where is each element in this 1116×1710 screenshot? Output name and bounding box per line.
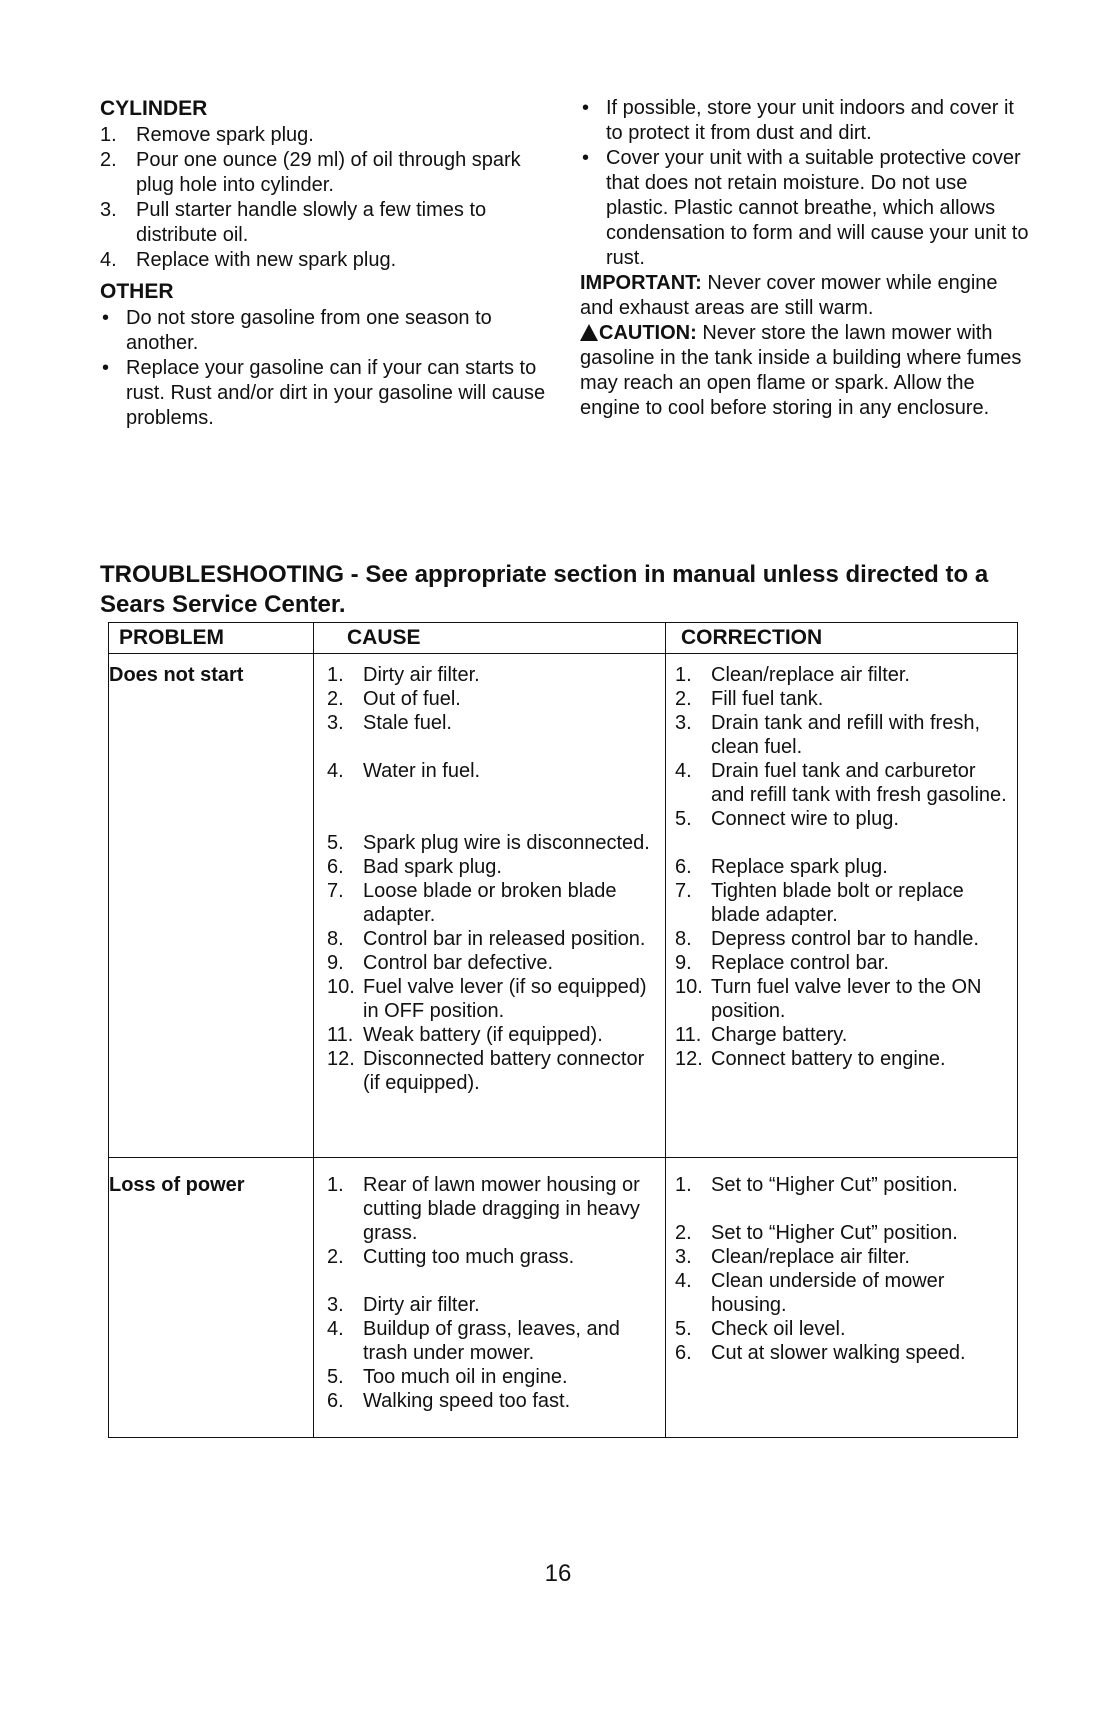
item-number: 3. bbox=[327, 712, 344, 734]
other-bullets-right bbox=[580, 96, 1030, 271]
list-item bbox=[580, 146, 1030, 271]
list-item bbox=[100, 306, 560, 356]
item-text: Check oil level. bbox=[711, 1318, 846, 1340]
item-text: Cutting too much grass. bbox=[363, 1246, 575, 1268]
list-item bbox=[100, 248, 560, 273]
item-number: 9. bbox=[327, 952, 344, 974]
cylinder-steps bbox=[100, 123, 560, 273]
step-number: 2. bbox=[100, 149, 117, 171]
item-number: 6. bbox=[675, 1342, 692, 1364]
item-text: Out of fuel. bbox=[363, 688, 461, 710]
cause-item bbox=[327, 711, 657, 735]
cause-item bbox=[327, 759, 657, 783]
item-text: Clean/replace air filter. bbox=[711, 664, 910, 686]
item-text: Clean underside of mower housing. bbox=[711, 1270, 945, 1316]
left-column bbox=[100, 96, 560, 431]
item-number: 4. bbox=[327, 760, 344, 782]
correction-item bbox=[675, 855, 1011, 879]
item-text: Connect battery to engine. bbox=[711, 1048, 946, 1070]
bullet-text: Replace your gasoline can if your can starts to rust. Rust and/or dirt in your gasoline will cause problems. bbox=[126, 357, 546, 429]
item-text: Set to “Higher Cut” position. bbox=[711, 1222, 958, 1244]
cause-item bbox=[327, 1389, 657, 1413]
item-number: 2. bbox=[327, 1246, 344, 1268]
item-number: 7. bbox=[327, 880, 344, 902]
cause-item bbox=[327, 1173, 657, 1245]
step-text: Remove spark plug. bbox=[136, 124, 314, 146]
spacer bbox=[327, 783, 657, 807]
item-number: 4. bbox=[675, 1270, 692, 1292]
correction-item bbox=[675, 1221, 1011, 1245]
item-text: Weak battery (if equipped). bbox=[363, 1024, 603, 1046]
header-divider bbox=[109, 653, 1017, 654]
item-text: Spark plug wire is disconnected. bbox=[363, 832, 650, 854]
cause-item bbox=[327, 879, 657, 927]
step-text: Pour one ounce (29 ml) of oil through spark plug hole into cylinder. bbox=[136, 149, 521, 196]
item-text: Walking speed too fast. bbox=[363, 1390, 571, 1412]
correction-item bbox=[675, 711, 1011, 759]
item-text: Control bar in released position. bbox=[363, 928, 646, 950]
item-number: 5. bbox=[327, 832, 344, 854]
cause-item bbox=[327, 663, 657, 687]
list-item bbox=[580, 96, 1030, 146]
cause-item bbox=[327, 1023, 657, 1047]
item-text: Replace spark plug. bbox=[711, 856, 888, 878]
list-item bbox=[100, 148, 560, 198]
correction-item bbox=[675, 1341, 1011, 1365]
important-text: Never cover mower while engine and exhaust areas are still warm. bbox=[580, 272, 998, 319]
cause-item bbox=[327, 831, 657, 855]
item-number: 6. bbox=[675, 856, 692, 878]
item-text: Bad spark plug. bbox=[363, 856, 502, 878]
correction-item bbox=[675, 1173, 1011, 1197]
important-note bbox=[580, 271, 1030, 321]
bullet-text: If possible, store your unit indoors and cover it to protect it from dust and dirt. bbox=[606, 97, 1014, 144]
item-number: 3. bbox=[675, 712, 692, 734]
item-text: Water in fuel. bbox=[363, 760, 481, 782]
bullet-icon: • bbox=[582, 147, 590, 169]
corrections-does-not-start bbox=[675, 663, 1011, 1071]
cause-item bbox=[327, 687, 657, 711]
item-number: 5. bbox=[675, 1318, 692, 1340]
cylinder-heading: CYLINDER bbox=[100, 97, 208, 120]
item-text: Depress control bar to handle. bbox=[711, 928, 979, 950]
causes-does-not-start bbox=[327, 663, 657, 1095]
item-text: Too much oil in engine. bbox=[363, 1366, 568, 1388]
correction-item bbox=[675, 975, 1011, 1023]
item-text: Clean/replace air filter. bbox=[711, 1246, 910, 1268]
item-text: Fuel valve lever (if so equipped) in OFF position. bbox=[363, 976, 647, 1022]
item-number: 3. bbox=[675, 1246, 692, 1268]
item-text: Dirty air filter. bbox=[363, 1294, 480, 1316]
causes-loss-of-power bbox=[327, 1173, 657, 1413]
item-number: 2. bbox=[327, 688, 344, 710]
spacer bbox=[327, 1269, 657, 1293]
cause-item bbox=[327, 1047, 657, 1095]
item-number: 2. bbox=[675, 1222, 692, 1244]
cause-item bbox=[327, 1293, 657, 1317]
correction-item bbox=[675, 687, 1011, 711]
item-text: Disconnected battery connector (if equipped). bbox=[363, 1048, 645, 1094]
bullet-icon: • bbox=[582, 97, 590, 119]
item-number: 7. bbox=[675, 880, 692, 902]
spacer bbox=[327, 735, 657, 759]
item-text: Set to “Higher Cut” position. bbox=[711, 1174, 958, 1196]
cause-item bbox=[327, 951, 657, 975]
cause-item bbox=[327, 855, 657, 879]
bullet-text: Cover your unit with a suitable protective cover that does not retain moisture. Do not use plastic. Plastic cannot breathe, which allows condensation to form and will cause your unit to rust. bbox=[606, 147, 1029, 269]
bullet-icon: • bbox=[102, 357, 110, 379]
important-label: IMPORTANT: bbox=[580, 272, 702, 294]
item-text: Control bar defective. bbox=[363, 952, 554, 974]
item-number: 1. bbox=[327, 1174, 344, 1196]
problem-loss-of-power: Loss of power bbox=[109, 1174, 245, 1196]
troubleshooting-title: TROUBLESHOOTING - See appropriate section in manual unless directed to a Sears Service Center. bbox=[100, 561, 989, 618]
caution-label: CAUTION: bbox=[599, 322, 697, 344]
list-item bbox=[100, 356, 560, 431]
step-number: 1. bbox=[100, 124, 117, 146]
correction-item bbox=[675, 759, 1011, 807]
item-number: 10. bbox=[327, 976, 355, 998]
item-text: Dirty air filter. bbox=[363, 664, 480, 686]
item-number: 6. bbox=[327, 856, 344, 878]
spacer bbox=[327, 807, 657, 831]
correction-item bbox=[675, 879, 1011, 927]
item-text: Drain fuel tank and carburetor and refill tank with fresh gasoline. bbox=[711, 760, 1007, 806]
item-number: 11. bbox=[327, 1024, 354, 1046]
cause-item bbox=[327, 1317, 657, 1365]
item-number: 5. bbox=[327, 1366, 344, 1388]
item-number: 4. bbox=[327, 1318, 344, 1340]
page-number: 16 bbox=[544, 1560, 572, 1587]
correction-item bbox=[675, 1023, 1011, 1047]
item-number: 1. bbox=[675, 664, 692, 686]
cause-item bbox=[327, 927, 657, 951]
other-bullets-left bbox=[100, 306, 560, 431]
item-text: Drain tank and refill with fresh, clean fuel. bbox=[711, 712, 981, 758]
item-number: 8. bbox=[675, 928, 692, 950]
correction-item bbox=[675, 1317, 1011, 1341]
header-problem: PROBLEM bbox=[119, 626, 224, 649]
right-column bbox=[580, 96, 1030, 421]
item-number: 8. bbox=[327, 928, 344, 950]
item-text: Replace control bar. bbox=[711, 952, 889, 974]
item-text: Rear of lawn mower housing or cutting blade dragging in heavy grass. bbox=[363, 1174, 640, 1244]
correction-item bbox=[675, 1269, 1011, 1317]
correction-item bbox=[675, 663, 1011, 687]
item-number: 4. bbox=[675, 760, 692, 782]
list-item bbox=[100, 198, 560, 248]
item-number: 9. bbox=[675, 952, 692, 974]
column-divider bbox=[313, 623, 314, 1437]
cause-item bbox=[327, 1245, 657, 1269]
problem-does-not-start: Does not start bbox=[109, 664, 244, 686]
warning-triangle-icon bbox=[580, 324, 598, 341]
correction-item bbox=[675, 1245, 1011, 1269]
cause-item bbox=[327, 1365, 657, 1389]
correction-item bbox=[675, 1047, 1011, 1071]
item-number: 10. bbox=[675, 976, 703, 998]
item-text: Tighten blade bolt or replace blade adapter. bbox=[711, 880, 964, 926]
troubleshooting-table bbox=[108, 622, 1018, 1438]
spacer bbox=[675, 1197, 1011, 1221]
item-text: Cut at slower walking speed. bbox=[711, 1342, 966, 1364]
correction-item bbox=[675, 951, 1011, 975]
correction-item bbox=[675, 927, 1011, 951]
item-text: Turn fuel valve lever to the ON position. bbox=[711, 976, 982, 1022]
item-text: Connect wire to plug. bbox=[711, 808, 899, 830]
caution-text: Never store the lawn mower with gasoline in the tank inside a building where fumes may reach an open flame or spark. Allow the engine to cool before storing in any enclosure. bbox=[580, 322, 1022, 419]
step-number: 3. bbox=[100, 199, 117, 221]
cause-item bbox=[327, 975, 657, 1023]
bullet-icon: • bbox=[102, 307, 110, 329]
header-cause: CAUSE bbox=[347, 626, 421, 649]
item-number: 11. bbox=[675, 1024, 702, 1046]
item-text: Buildup of grass, leaves, and trash under mower. bbox=[363, 1318, 620, 1364]
item-number: 3. bbox=[327, 1294, 344, 1316]
header-correction: CORRECTION bbox=[681, 626, 823, 649]
item-text: Loose blade or broken blade adapter. bbox=[363, 880, 617, 926]
corrections-loss-of-power bbox=[675, 1173, 1011, 1365]
item-number: 5. bbox=[675, 808, 692, 830]
step-text: Replace with new spark plug. bbox=[136, 249, 397, 271]
other-heading: OTHER bbox=[100, 280, 174, 303]
item-number: 12. bbox=[327, 1048, 355, 1070]
column-divider bbox=[665, 623, 666, 1437]
list-item bbox=[100, 123, 560, 148]
item-text: Stale fuel. bbox=[363, 712, 452, 734]
item-text: Charge battery. bbox=[711, 1024, 848, 1046]
correction-item bbox=[675, 807, 1011, 831]
item-text: Fill fuel tank. bbox=[711, 688, 824, 710]
item-number: 1. bbox=[675, 1174, 692, 1196]
item-number: 6. bbox=[327, 1390, 344, 1412]
spacer bbox=[675, 831, 1011, 855]
item-number: 12. bbox=[675, 1048, 703, 1070]
step-text: Pull starter handle slowly a few times to distribute oil. bbox=[136, 199, 487, 246]
row-divider bbox=[109, 1157, 1017, 1158]
step-number: 4. bbox=[100, 249, 117, 271]
item-number: 1. bbox=[327, 664, 344, 686]
item-number: 2. bbox=[675, 688, 692, 710]
bullet-text: Do not store gasoline from one season to another. bbox=[126, 307, 492, 354]
caution-note bbox=[580, 321, 1030, 421]
